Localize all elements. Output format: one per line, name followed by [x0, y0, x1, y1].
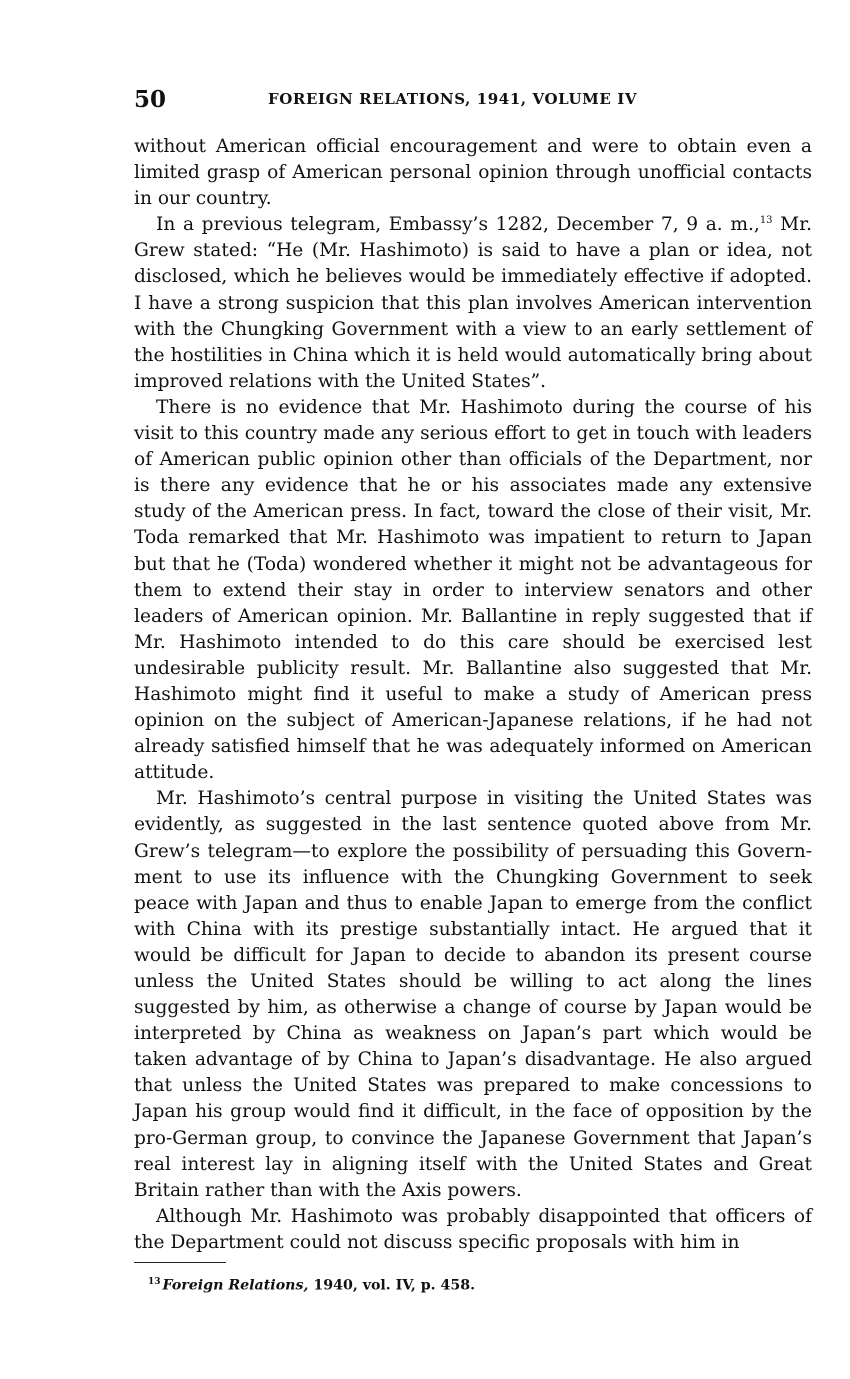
page-number: 50 [134, 86, 167, 113]
paragraph-3: There is no evidence that Mr. Hashimoto during the course of his visit to this country made any serious effort to get in touch with leaders of American public opinion other than officials of the Department, nor is there any evidence that he or his associates made any extensive study of the American press. In fact, toward the close of their visit, Mr. Toda remarked that Mr. Hashimoto was impatient to return to Japan but that he (Toda) wondered whether it might not be advantageous for them to extend their stay in order to interview senators and other leaders of American opinion. Mr. Ballantine in reply suggested that if Mr. Hashimoto intended to do this care should be exercised lest undesirable publicity result. Mr. Ballantine also suggested that Mr. Hashimoto might find it useful to make a study of American press opinion on the subject of American-Japanese relations, if he had not already satisfied himself that he was adequately informed on American attitude. [134, 396, 812, 784]
body-text [134, 134, 812, 1256]
paragraph-1: without American official encouragement and were to obtain even a limited grasp of American personal opinion through unofficial contacts in our country. [134, 136, 812, 210]
running-head-title: FOREIGN RELATIONS, 1941, VOLUME IV [268, 90, 638, 108]
running-head [134, 86, 812, 116]
footnote-source: Foreign Relations, [162, 1277, 309, 1294]
footnote-mark: 13 [148, 1277, 161, 1288]
paragraph-5: Although Mr. Hashimoto was probably disappointed that officers of the Department could not discuss specific proposals with him in [134, 1205, 812, 1253]
paragraph-2-part-2: Mr. Grew stated: “He (Mr. Hashimoto) is said to have a plan or idea, not disclosed, which he believes would be immediately effective if adopted. I have a strong suspicion that this plan involves American intervention with the Chungking Government with a view to an early settlement of the hostilities in China which it is held would automatically bring about improved relations with the United States”. [134, 214, 812, 392]
document-page [134, 86, 812, 1295]
footnote-divider [134, 1262, 226, 1263]
paragraph-4: Mr. Hashimoto’s central purpose in visiting the United States was evidently, as suggested in the last sentence quoted above from Mr. Grew’s telegram—to explore the possibility of persuading this Government to use its influence with the Chungking Government to seek peace with Japan and thus to enable Japan to emerge from the conflict with China with its prestige substantially intact. He argued that it would be difficult for Japan to decide to abandon its present course unless the United States should be willing to act along the lines suggested by him, as otherwise a change of course by Japan would be interpreted by China as weakness on Japan’s part which would be taken advantage of by China to Japan’s disadvantage. He also argued that unless the United States was prepared to make concessions to Japan his group would find it difficult, in the face of opposition by the pro-German group, to convince the Japanese Government that Japan’s real interest lay in aligning itself with the United States and Great Britain rather than with the Axis powers. [134, 788, 812, 1201]
paragraph-2-part-1: In a previous telegram, Embassy’s 1282, December 7, 9 a. m., [156, 214, 760, 236]
footnote [148, 1273, 812, 1295]
paragraph-2 [134, 212, 812, 395]
footnote-citation: 1940, vol. IV, p. 458. [308, 1277, 476, 1294]
footnote-reference: 13 [759, 215, 773, 227]
